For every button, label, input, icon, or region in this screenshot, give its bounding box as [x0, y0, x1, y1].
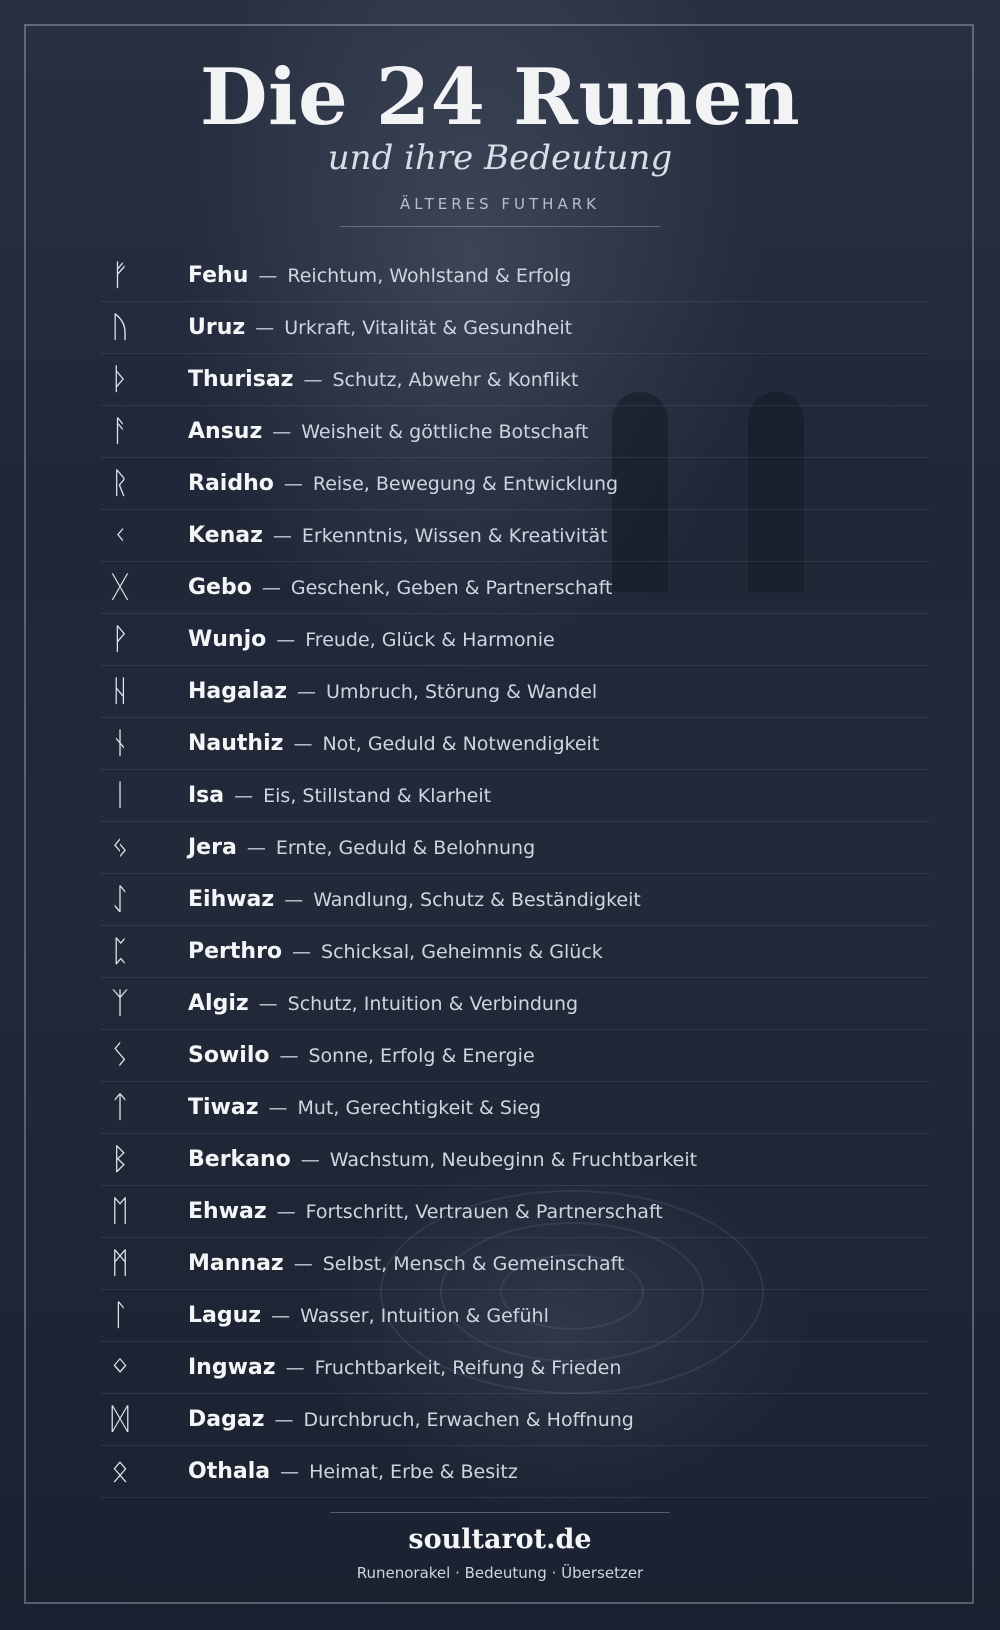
- rune-separator: —: [285, 1357, 305, 1379]
- rune-meaning: Reise, Bewegung & Entwicklung: [312, 473, 619, 495]
- rune-row-uruz: [100, 302, 930, 354]
- rune-glyph-icon: ᛒ: [111, 1142, 129, 1177]
- rune-name: Nauthiz: [188, 731, 284, 756]
- rune-separator: —: [276, 1201, 296, 1223]
- rune-separator: —: [258, 265, 278, 287]
- footer-divider: [330, 1512, 670, 1513]
- rune-separator: —: [297, 681, 317, 703]
- rune-meaning: Schutz, Abwehr & Konflikt: [332, 369, 579, 391]
- rune-meaning: Freude, Glück & Harmonie: [305, 629, 555, 651]
- rune-name: Dagaz: [188, 1407, 265, 1432]
- rune-text: [188, 874, 641, 926]
- rune-text: [188, 822, 535, 874]
- rune-glyph-icon: ᛃ: [111, 830, 129, 865]
- rune-name: Ehwaz: [188, 1199, 267, 1224]
- rune-meaning: Ernte, Geduld & Belohnung: [275, 837, 536, 859]
- rune-separator: —: [280, 1461, 300, 1483]
- rune-separator: —: [234, 785, 254, 807]
- rune-separator: —: [246, 837, 266, 859]
- rune-glyph-icon: ᚷ: [111, 570, 129, 605]
- rune-separator: —: [276, 629, 296, 651]
- rune-text: [188, 302, 572, 354]
- rune-meaning: Wandlung, Schutz & Beständigkeit: [313, 889, 641, 911]
- rune-meaning: Umbruch, Störung & Wandel: [326, 681, 598, 703]
- rune-meaning: Durchbruch, Erwachen & Hoffnung: [303, 1409, 634, 1431]
- rune-row-kenaz: [100, 510, 930, 562]
- rune-row-wunjo: [100, 614, 930, 666]
- rune-meaning: Heimat, Erbe & Besitz: [309, 1461, 518, 1483]
- rune-glyph-icon: ᛉ: [111, 986, 129, 1021]
- footer-tagline: Runenorakel · Bedeutung · Übersetzer: [356, 1564, 644, 1582]
- rune-separator: —: [272, 421, 292, 443]
- rune-meaning: Fruchtbarkeit, Reifung & Frieden: [314, 1357, 622, 1379]
- rune-glyph-icon: ᛗ: [111, 1246, 129, 1281]
- rune-list: [100, 250, 930, 1498]
- rune-text: [188, 1290, 549, 1342]
- poster-subtitle: und ihre Bedeutung: [327, 138, 673, 178]
- rune-text: [188, 718, 599, 770]
- rune-text: [188, 510, 608, 562]
- rune-meaning: Eis, Stillstand & Klarheit: [263, 785, 492, 807]
- rune-name: Kenaz: [188, 523, 263, 548]
- rune-separator: —: [258, 993, 278, 1015]
- rune-glyph-icon: ᛊ: [111, 1038, 129, 1073]
- rune-name: Thurisaz: [188, 367, 294, 392]
- rune-row-laguz: [100, 1290, 930, 1342]
- rune-glyph-icon: ᚹ: [111, 622, 129, 657]
- rune-glyph-icon: ᚢ: [111, 310, 129, 345]
- rune-separator: —: [293, 1253, 313, 1275]
- rune-text: [188, 1238, 624, 1290]
- rune-meaning: Weisheit & göttliche Botschaft: [301, 421, 589, 443]
- rune-name: Hagalaz: [188, 679, 288, 704]
- rune-row-nauthiz: [100, 718, 930, 770]
- rune-glyph-icon: ᛇ: [111, 882, 129, 917]
- rune-separator: —: [274, 1409, 294, 1431]
- rune-meaning: Urkraft, Vitalität & Gesundheit: [284, 317, 573, 339]
- rune-row-eihwaz: [100, 874, 930, 926]
- rune-name: Ansuz: [188, 419, 263, 444]
- rune-separator: —: [268, 1097, 288, 1119]
- rune-meaning: Selbst, Mensch & Gemeinschaft: [322, 1253, 625, 1275]
- rune-row-thurisaz: [100, 354, 930, 406]
- rune-separator: —: [279, 1045, 299, 1067]
- rune-row-hagalaz: [100, 666, 930, 718]
- rune-row-isa: [100, 770, 930, 822]
- rune-name: Mannaz: [188, 1251, 284, 1276]
- rune-text: [188, 614, 555, 666]
- rune-row-jera: [100, 822, 930, 874]
- rune-text: [188, 978, 578, 1030]
- rune-meaning: Fortschritt, Vertrauen & Partnerschaft: [305, 1201, 663, 1223]
- rune-separator: —: [261, 577, 281, 599]
- rune-separator: —: [303, 369, 323, 391]
- poster-title: Die 24 Runen: [199, 52, 801, 143]
- rune-row-perthro: [100, 926, 930, 978]
- rune-glyph-icon: ᛞ: [111, 1402, 129, 1437]
- rune-separator: —: [283, 473, 303, 495]
- rune-name: Wunjo: [188, 627, 267, 652]
- rune-name: Isa: [188, 783, 225, 808]
- rune-name: Tiwaz: [188, 1095, 259, 1120]
- rune-text: [188, 770, 491, 822]
- rune-text: [188, 354, 578, 406]
- rune-separator: —: [272, 525, 292, 547]
- rune-name: Uruz: [188, 315, 246, 340]
- rune-text: [188, 1030, 535, 1082]
- rune-name: Berkano: [188, 1147, 291, 1172]
- rune-glyph-icon: ᚾ: [111, 726, 129, 761]
- rune-text: [188, 926, 603, 978]
- rune-name: Othala: [188, 1459, 271, 1484]
- rune-name: Laguz: [188, 1303, 262, 1328]
- rune-glyph-icon: ᛖ: [111, 1194, 129, 1229]
- rune-meaning: Mut, Gerechtigkeit & Sieg: [297, 1097, 541, 1119]
- footer-site-name: soultarot.de: [408, 1524, 592, 1555]
- rune-text: [188, 458, 618, 510]
- rune-row-ehwaz: [100, 1186, 930, 1238]
- rune-text: [188, 562, 612, 614]
- rune-glyph-icon: ᛏ: [111, 1090, 129, 1125]
- rune-text: [188, 1082, 541, 1134]
- rune-row-othala: [100, 1446, 930, 1498]
- rune-name: Jera: [188, 835, 237, 860]
- rune-row-dagaz: [100, 1394, 930, 1446]
- rune-row-sowilo: [100, 1030, 930, 1082]
- rune-glyph-icon: ᚺ: [111, 674, 129, 709]
- rune-row-mannaz: [100, 1238, 930, 1290]
- rune-name: Eihwaz: [188, 887, 275, 912]
- rune-meaning: Schutz, Intuition & Verbindung: [287, 993, 579, 1015]
- rune-glyph-icon: ᛟ: [111, 1454, 129, 1489]
- rune-meaning: Reichtum, Wohlstand & Erfolg: [287, 265, 572, 287]
- poster-kicker: ÄLTERES FUTHARK: [400, 195, 600, 213]
- rune-name: Ingwaz: [188, 1355, 276, 1380]
- rune-name: Sowilo: [188, 1043, 270, 1068]
- rune-separator: —: [293, 733, 313, 755]
- rune-glyph-icon: ᛚ: [111, 1298, 129, 1333]
- rune-text: [188, 1446, 518, 1498]
- rune-meaning: Wachstum, Neubeginn & Fruchtbarkeit: [329, 1149, 698, 1171]
- rune-name: Algiz: [188, 991, 249, 1016]
- rune-meaning: Wasser, Intuition & Gefühl: [300, 1305, 549, 1327]
- rune-glyph-icon: ᚲ: [111, 518, 129, 553]
- rune-text: [188, 1342, 621, 1394]
- rune-name: Perthro: [188, 939, 283, 964]
- rune-glyph-icon: ᚦ: [111, 362, 129, 397]
- rune-text: [188, 1394, 634, 1446]
- rune-row-ingwaz: [100, 1342, 930, 1394]
- rune-separator: —: [292, 941, 312, 963]
- rune-meaning: Geschenk, Geben & Partnerschaft: [290, 577, 613, 599]
- rune-text: [188, 250, 571, 302]
- rune-name: Fehu: [188, 263, 249, 288]
- rune-separator: —: [271, 1305, 291, 1327]
- rune-meaning: Schicksal, Geheimnis & Glück: [321, 941, 603, 963]
- rune-meaning: Not, Geduld & Notwendigkeit: [322, 733, 600, 755]
- rune-text: [188, 1134, 697, 1186]
- rune-text: [188, 406, 588, 458]
- rune-row-algiz: [100, 978, 930, 1030]
- rune-glyph-icon: ᛜ: [111, 1350, 129, 1385]
- rune-separator: —: [284, 889, 304, 911]
- rune-separator: —: [300, 1149, 320, 1171]
- rune-text: [188, 1186, 663, 1238]
- rune-glyph-icon: ᛁ: [111, 778, 129, 813]
- rune-meaning: Sonne, Erfolg & Energie: [308, 1045, 535, 1067]
- rune-glyph-icon: ᚠ: [111, 258, 129, 293]
- rune-row-tiwaz: [100, 1082, 930, 1134]
- rune-meaning: Erkenntnis, Wissen & Kreativität: [301, 525, 608, 547]
- rune-name: Raidho: [188, 471, 274, 496]
- rune-name: Gebo: [188, 575, 252, 600]
- rune-text: [188, 666, 597, 718]
- rune-row-berkano: [100, 1134, 930, 1186]
- rune-row-gebo: [100, 562, 930, 614]
- rune-glyph-icon: ᚱ: [111, 466, 129, 501]
- rune-row-ansuz: [100, 406, 930, 458]
- rune-row-fehu: [100, 250, 930, 302]
- header-divider: [340, 226, 660, 227]
- rune-glyph-icon: ᛈ: [111, 934, 129, 969]
- rune-row-raidho: [100, 458, 930, 510]
- rune-separator: —: [255, 317, 275, 339]
- rune-glyph-icon: ᚨ: [111, 414, 129, 449]
